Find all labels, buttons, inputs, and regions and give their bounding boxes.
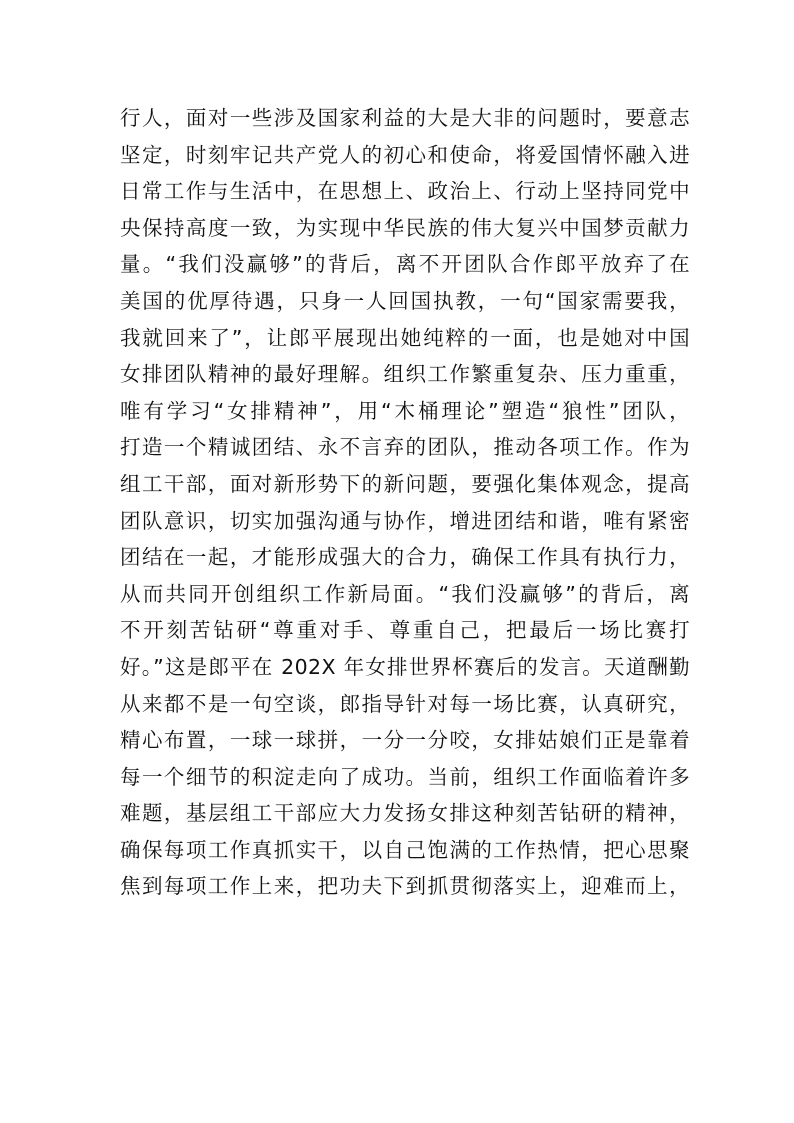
text-line: 团结在一起，才能形成强大的合力，确保工作具有执行力，	[120, 545, 690, 570]
text-line: 从来都不是一句空谈，郎指导针对每一场比赛，认真研究，	[120, 691, 690, 716]
text-line: 焦到每项工作上来，把功夫下到抓贯彻落实上，迎难而上，	[120, 874, 690, 899]
text-line: 每一个细节的积淀走向了成功。当前，组织工作面临着许多	[120, 764, 690, 789]
body-text	[120, 100, 690, 905]
text-line: 唯有学习“女排精神”，用“木桶理论”塑造“狼性”团队，	[120, 398, 690, 423]
text-line: 好。”这是郎平在 202X 年女排世界杯赛后的发言。天道酬勤	[120, 654, 690, 679]
text-line: 组工干部，面对新形势下的新问题，要强化集体观念，提高	[120, 471, 690, 496]
text-line: 不开刻苦钻研“尊重对手、尊重自己，把最后一场比赛打	[120, 618, 690, 643]
text-line: 难题，基层组工干部应大力发扬女排这种刻苦钻研的精神，	[120, 801, 690, 826]
text-line: 从而共同开创组织工作新局面。“我们没赢够”的背后，离	[120, 581, 690, 606]
text-line: 量。“我们没赢够”的背后，离不开团队合作郎平放弃了在	[120, 252, 690, 277]
text-line: 精心布置，一球一球拼，一分一分咬，女排姑娘们正是靠着	[120, 728, 690, 753]
text-line: 行人，面对一些涉及国家利益的大是大非的问题时，要意志	[120, 106, 690, 130]
text-line: 央保持高度一致，为实现中华民族的伟大复兴中国梦贡献力	[120, 215, 690, 240]
text-line: 打造一个精诚团结、永不言弃的团队，推动各项工作。作为	[120, 435, 690, 460]
text-line: 日常工作与生活中，在思想上、政治上、行动上坚持同党中	[120, 179, 690, 204]
text-line: 我就回来了”，让郎平展现出她纯粹的一面，也是她对中国	[120, 325, 690, 350]
text-line: 确保每项工作真抓实干，以自己饱满的工作热情，把心思聚	[120, 837, 690, 862]
text-line: 女排团队精神的最好理解。组织工作繁重复杂、压力重重，	[120, 362, 690, 387]
text-line: 坚定，时刻牢记共产党人的初心和使命，将爱国情怀融入进	[120, 142, 690, 167]
text-line: 美国的优厚待遇，只身一人回国执教，一句“国家需要我，	[120, 288, 690, 313]
text-line: 团队意识，切实加强沟通与协作，增进团结和谐，唯有紧密	[120, 508, 690, 533]
